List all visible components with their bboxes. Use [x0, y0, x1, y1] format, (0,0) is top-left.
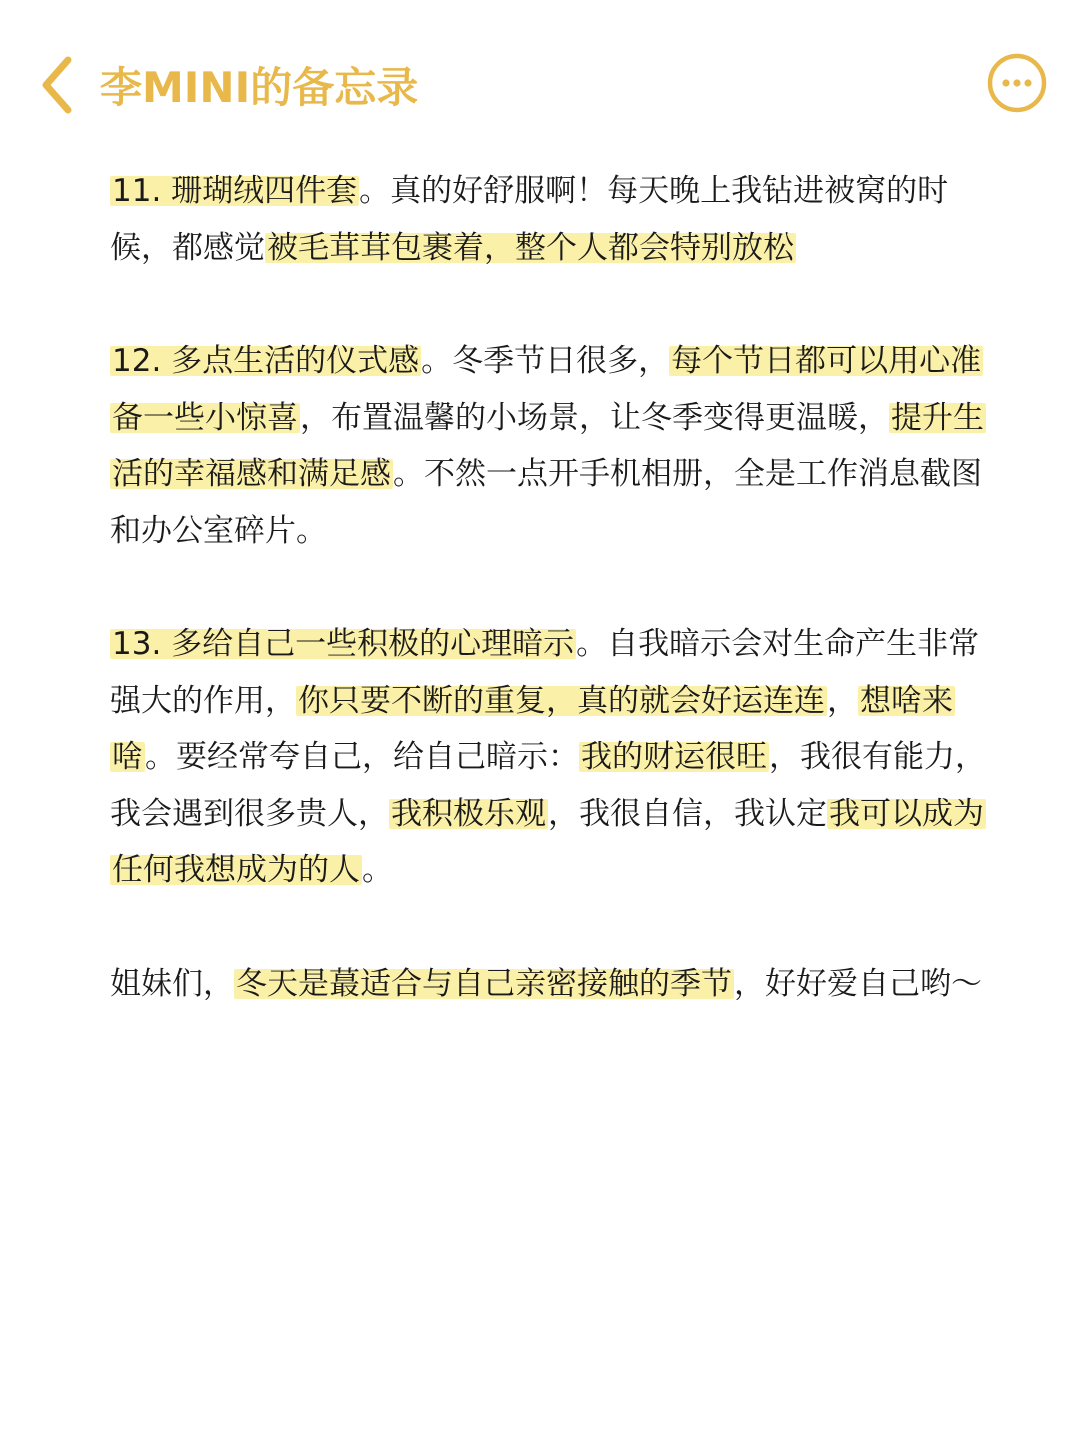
highlighted-text: 我积极乐观	[391, 795, 546, 832]
highlighted-text: 想啥来啥	[112, 682, 953, 775]
highlighted-text: 13. 多给自己一些积极的心理暗示	[112, 626, 575, 662]
body-text: 。要经常夸自己，给自己暗示：	[145, 739, 579, 775]
body-text: ，我很有能力，我会遇到很多贵人，	[110, 739, 986, 832]
body-text: 。不然一点开手机相册，全是工作消息截图和办公室碎片。	[110, 456, 982, 549]
top-bar	[0, 0, 1080, 170]
memo-paragraph-11	[110, 163, 990, 276]
back-button[interactable]	[28, 50, 88, 120]
body-text: ，我很自信，我认定	[548, 795, 827, 832]
chevron-left-icon	[28, 50, 88, 120]
highlighted-text: 每个节日都可以用心准备一些小惊喜	[112, 343, 982, 436]
body-text: 。冬季节日很多，	[421, 343, 670, 379]
highlighted-text: 11. 珊瑚绒四件套	[112, 173, 358, 209]
body-text: ，	[827, 682, 858, 719]
body-text: ，布置温馨的小场景，让冬季变得更温暖，	[300, 399, 889, 436]
body-text: 。自我暗示会对生命产生非常强大的作用，	[110, 626, 980, 719]
body-text: ，好好爱自己哟～	[734, 965, 982, 1002]
memo-paragraph-13	[110, 616, 990, 899]
highlighted-text: 我可以成为任何我想成为的人	[112, 795, 984, 888]
highlighted-text: 我的财运很旺	[581, 739, 767, 775]
more-options-button[interactable]	[986, 52, 1048, 114]
highlighted-text: 12. 多点生活的仪式感	[112, 343, 420, 379]
memo-paragraph-12	[110, 333, 990, 559]
page-title: 李MINI的备忘录	[100, 63, 419, 112]
highlighted-text: 你只要不断的重复，真的就会好运连连	[298, 682, 825, 719]
memo-closing-paragraph	[110, 956, 990, 1013]
highlighted-text: 冬天是蕞适合与自己亲密接触的季节	[236, 965, 732, 1002]
body-text: 。	[362, 852, 393, 888]
highlighted-text: 提升生活的幸福感和满足感	[112, 399, 984, 492]
body-text: 。真的好舒服啊！每天晚上我钻进被窝的时候，都感觉	[110, 173, 949, 266]
highlighted-text: 被毛茸茸包裹着，整个人都会特别放松	[267, 229, 794, 266]
memo-content	[110, 163, 990, 1069]
body-text: 姐妹们，	[110, 965, 234, 1002]
more-options-icon	[986, 52, 1048, 114]
